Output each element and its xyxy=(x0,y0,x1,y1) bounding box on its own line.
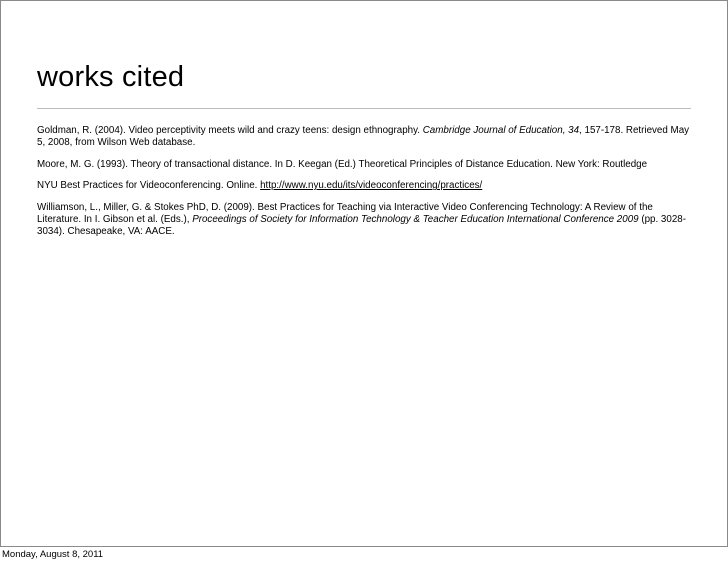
reference-williamson xyxy=(37,202,697,239)
reference-text: Goldman, R. (2004). Video perceptivity meets wild and crazy teens: design ethnography. xyxy=(37,125,423,136)
reference-text: (pp. 3028-3034). Chesapeake, VA: AACE. xyxy=(37,214,686,238)
references-list xyxy=(37,125,697,248)
nyu-link[interactable]: http://www.nyu.edu/its/videoconferencing/practices/ xyxy=(260,180,483,192)
reference-goldman xyxy=(37,125,697,150)
reference-text: Moore, M. G. (1993). Theory of transactional distance. In D. Keegan (Ed.) Theoretical Principles of Distance Education. New York: Routledge xyxy=(37,158,648,170)
reference-text: , 157-178. Retrieved May 5, 2008, from Wilson Web database. xyxy=(37,125,690,149)
reference-nyu xyxy=(37,180,697,192)
title-divider xyxy=(37,108,691,109)
footer-date: Monday, August 8, 2011 xyxy=(2,549,104,560)
reference-moore xyxy=(37,159,697,171)
reference-text: Williamson, L., Miller, G. & Stokes PhD, D. (2009). Best Practices for Teaching via Interactive Video Conferencing Technology: A Review of the Literature. In I. Gibson et al. (Eds.), xyxy=(37,201,653,226)
proceedings-title: Proceedings of Society for Information Technology & Teacher Education International Conference 2009 xyxy=(192,214,639,226)
slide-title: works cited xyxy=(37,61,185,93)
journal-title: Cambridge Journal of Education, 34 xyxy=(422,125,580,136)
reference-text: NYU Best Practices for Videoconferencing. Online. xyxy=(37,180,261,192)
